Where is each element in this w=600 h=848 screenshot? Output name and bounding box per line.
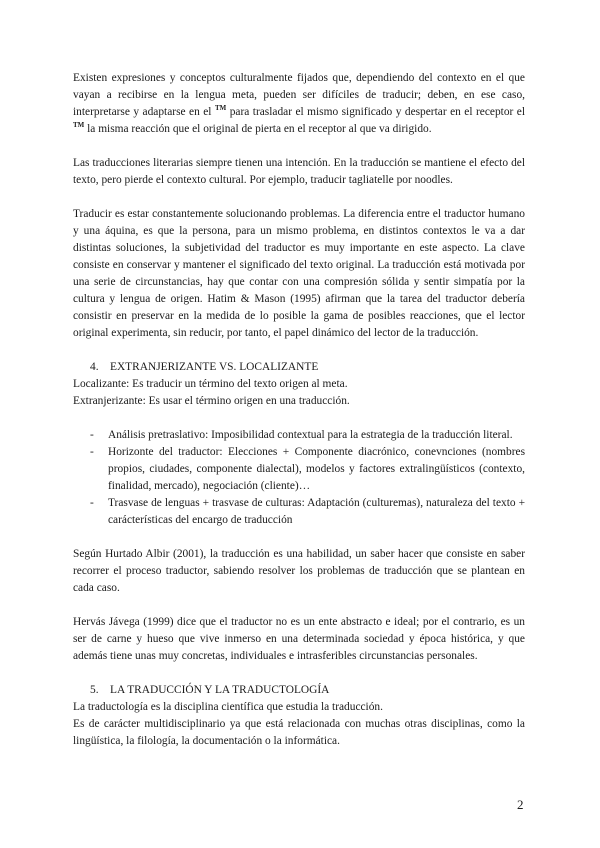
paragraph-solving-problems: Traducir es estar constantemente solucionando problemas. La diferencia entre el traductor humano y una áquina, es que la persona, para un mismo problema, en distintos contextos le va a dar distintas soluciones, la subjetividad del traductor es muy importante en este aspecto. La clave consiste en conservar y mantener el significado del texto original. La traducción está motivada por una serie de circunstancias, hay que contar con una compresión sólida y sentir simpatía por la cultura y lengua de origen. Hatim & Mason (1995) afirman que la tarea del traductor debería consistir en preservar en la medida de lo posible la gama de posibles reacciones, que el lector original experimenta, sin reducir, por tanto, el papel dinámico del lector de la traducción.	[73, 208, 525, 339]
superscript-tm: TM	[73, 121, 85, 129]
definition-extranjerizante: Extranjerizante: Es usar el término origen en una traducción.	[73, 395, 350, 407]
paragraph-text: Existen expresiones y conceptos culturalmente fijados que, dependiendo del contexto en el que vayan a recibirse en la lengua meta, pueden ser difíciles de traducir; deben, en ese caso, interpretarse y adaptarse en el	[73, 72, 525, 118]
section-number: 5.	[90, 684, 99, 696]
page-number: 2	[517, 797, 524, 812]
section-title: EXTRANJERIZANTE VS. LOCALIZANTE	[110, 361, 319, 373]
dash-marker: -	[90, 429, 94, 441]
dash-marker: -	[90, 446, 94, 458]
dash-marker: -	[90, 497, 94, 509]
list-item	[73, 444, 525, 495]
paragraph-literary-translations: Las traducciones literarias siempre tienen una intención. En la traducción se mantiene el efecto del texto, pero pierde el contexto cultural. Por ejemplo, traducir tagliatelle por noodles.	[73, 157, 525, 186]
section-4-heading	[90, 359, 525, 376]
paragraph-text: para trasladar el mismo significado y despertar en el receptor el	[226, 106, 525, 118]
paragraph-hervas-javega: Hervás Jávega (1999) dice que el traductor no es un ente abstracto e ideal; por el contrario, es un ser de carne y hueso que vive inmerso en una determinada sociedad y época histórica, y que además tiene unas muy concretas, individuales e intrasferibles circunstancias personales.	[73, 616, 525, 662]
section-5-heading	[90, 682, 525, 699]
list-item-text: Trasvase de lenguas + trasvase de culturas: Adaptación (culturemas), naturaleza del texto + carácterísticas del encargo de traducción	[108, 497, 525, 526]
paragraph-multidisciplinary: Es de carácter multidisciplinario ya que está relacionada con muchas otras disciplinas, como la lingüística, la filología, la documentación o la informática.	[73, 718, 525, 747]
paragraph-cultural-concepts	[73, 70, 525, 138]
dash-list	[73, 427, 525, 529]
section-title: LA TRADUCCIÓN Y LA TRADUCTOLOGÍA	[110, 684, 330, 696]
list-item	[73, 495, 525, 529]
section-number: 4.	[90, 361, 99, 373]
list-item-text: Horizonte del traductor: Elecciones + Componente diacrónico, conevnciones (nombres propios, ciudades, componente dialectal), modelos y factores extralingüísticos (contexto, finalidad, mercado), negociación (cliente)…	[108, 446, 525, 492]
page-body	[73, 70, 525, 750]
paragraph-text: la misma reacción que el original de pierta en el receptor al que va dirigido.	[84, 123, 432, 135]
paragraph-hurtado-albir: Según Hurtado Albir (2001), la traducción es una habilidad, un saber hacer que consiste en saber recorrer el proceso traductor, sabiendo resolver los problemas de traducción que se plantean en cada caso.	[73, 548, 525, 594]
paragraph-traductologia-definition: La traductología es la disciplina científica que estudia la traducción.	[73, 701, 383, 713]
superscript-tm: TM	[214, 104, 227, 112]
list-item-text: Análisis pretraslativo: Imposibilidad contextual para la estrategia de la traducción literal.	[108, 429, 513, 441]
list-item	[73, 427, 525, 444]
definition-localizante: Localizante: Es traducir un término del texto origen al meta.	[73, 378, 348, 390]
